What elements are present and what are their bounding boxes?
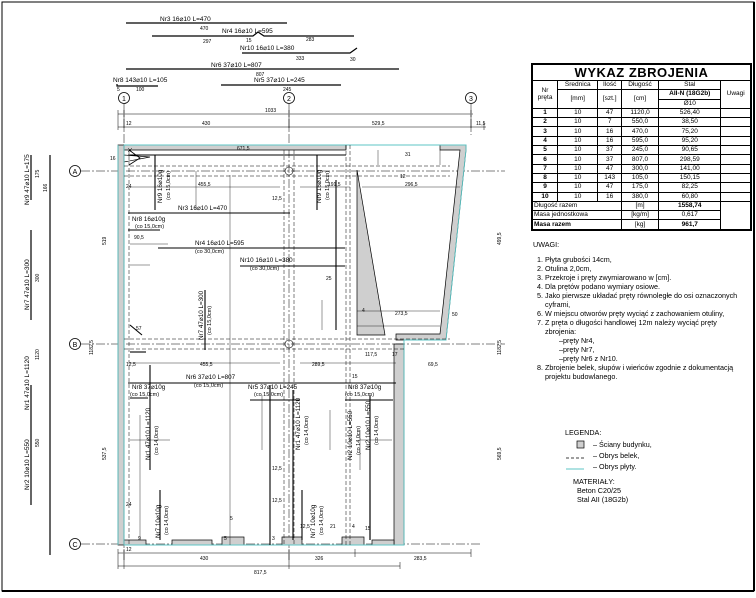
cell-remarks bbox=[721, 146, 751, 155]
svg-text:(co 15,0cm): (co 15,0cm) bbox=[130, 392, 160, 398]
table-row bbox=[533, 127, 751, 136]
svg-text:31: 31 bbox=[405, 152, 411, 158]
axis-row-c bbox=[70, 539, 81, 550]
cell-mass: 75,20 bbox=[659, 127, 721, 136]
svg-text:50: 50 bbox=[452, 312, 458, 318]
svg-text:(co 14,0cm): (co 14,0cm) bbox=[164, 505, 170, 535]
cell-length: 1120,0 bbox=[621, 108, 658, 117]
svg-text:807: 807 bbox=[256, 72, 265, 78]
cell-bar-nr: 9 bbox=[533, 183, 558, 192]
svg-text:191,5: 191,5 bbox=[328, 182, 341, 188]
svg-text:Nr5 37⌀10 L=245: Nr5 37⌀10 L=245 bbox=[248, 384, 298, 391]
svg-text:11,5: 11,5 bbox=[476, 121, 486, 127]
svg-text:(co 30,0cm): (co 30,0cm) bbox=[250, 266, 280, 272]
cell-diameter: 10 bbox=[558, 146, 598, 155]
table-row bbox=[533, 183, 751, 192]
svg-text:15: 15 bbox=[352, 374, 358, 380]
svg-text:333: 333 bbox=[296, 56, 305, 62]
svg-text:455,5: 455,5 bbox=[200, 362, 213, 368]
svg-text:12: 12 bbox=[126, 121, 132, 127]
material-concrete: Beton C20/25 bbox=[577, 486, 621, 495]
cell-quantity: 16 bbox=[598, 127, 622, 136]
cell-length: 300,0 bbox=[621, 164, 658, 173]
axis-row-a bbox=[70, 166, 81, 177]
svg-text:Nr3 16⌀10 L=470: Nr3 16⌀10 L=470 bbox=[178, 205, 228, 212]
svg-text:Nr7 10⌀10g: Nr7 10⌀10g bbox=[155, 504, 162, 538]
cell-length: 470,0 bbox=[621, 127, 658, 136]
table-row bbox=[533, 155, 751, 164]
reinforcement-bars bbox=[128, 150, 396, 545]
note-item: 1. Płyta grubości 14cm, bbox=[545, 255, 748, 264]
svg-text:Nr8 37⌀10g: Nr8 37⌀10g bbox=[132, 384, 166, 391]
plan-bar-labels bbox=[130, 169, 382, 538]
svg-text:21: 21 bbox=[330, 524, 336, 530]
note-sub-item: –pręty Nr7, bbox=[559, 345, 595, 354]
svg-text:817,5: 817,5 bbox=[254, 570, 267, 576]
svg-text:Nr7 47⌀10 L=300: Nr7 47⌀10 L=300 bbox=[198, 290, 205, 340]
walls bbox=[118, 145, 466, 545]
svg-text:273,5: 273,5 bbox=[395, 311, 408, 317]
svg-text:12,5: 12,5 bbox=[272, 466, 282, 472]
svg-text:(co 15,0cm): (co 15,0cm) bbox=[345, 392, 375, 398]
svg-text:1: 1 bbox=[122, 96, 126, 103]
svg-text:283: 283 bbox=[306, 37, 315, 43]
cell-mass: 60,80 bbox=[659, 192, 721, 201]
left-bar-schedule bbox=[24, 154, 50, 555]
svg-text:B: B bbox=[72, 342, 78, 349]
cell-mass: 298,59 bbox=[659, 155, 721, 164]
svg-text:Nr1 47⌀10 L=1120: Nr1 47⌀10 L=1120 bbox=[145, 407, 152, 460]
svg-text:(co 14,0cm): (co 14,0cm) bbox=[154, 425, 160, 455]
svg-text:69,5: 69,5 bbox=[428, 362, 438, 368]
cell-quantity: 47 bbox=[598, 183, 622, 192]
cell-bar-nr: 5 bbox=[533, 146, 558, 155]
svg-text:Nr4 16⌀10 L=595: Nr4 16⌀10 L=595 bbox=[195, 240, 245, 247]
note-sub-item: –pręty Nr4, bbox=[559, 336, 595, 345]
table-row bbox=[533, 164, 751, 173]
svg-text:1182,5: 1182,5 bbox=[89, 340, 95, 355]
table-row bbox=[533, 192, 751, 201]
cell-diameter: 10 bbox=[558, 173, 598, 182]
cell-quantity: 47 bbox=[598, 164, 622, 173]
legend-walls: – Ściany budynku, bbox=[593, 440, 652, 449]
svg-text:90,5: 90,5 bbox=[134, 235, 144, 241]
cell-length: 245,0 bbox=[621, 146, 658, 155]
svg-text:100: 100 bbox=[136, 87, 145, 93]
bar-nr10-label: Nr10 16⌀10 L=380 bbox=[240, 45, 295, 52]
notes-list bbox=[533, 255, 748, 381]
cell-bar-nr: 8 bbox=[533, 173, 558, 182]
svg-text:(co 15,0cm): (co 15,0cm) bbox=[166, 170, 172, 200]
total-mass: 961,7 bbox=[659, 220, 721, 229]
note-item: 7. Z pręta o długości handlowej 12m należy wyciąć pręty zbrojenia: –pręty Nr4, –pręty Nr7, –pręty Nr6 z Nr10. bbox=[545, 318, 748, 363]
svg-text:(co 15,0cm): (co 15,0cm) bbox=[207, 305, 213, 335]
notes bbox=[533, 240, 748, 381]
axis-row-b bbox=[70, 339, 81, 350]
cell-diameter: 10 bbox=[558, 164, 598, 173]
svg-text:Nr8 16⌀10g: Nr8 16⌀10g bbox=[132, 216, 166, 223]
svg-text:(co 15,0cm): (co 15,0cm) bbox=[194, 383, 224, 389]
cell-bar-nr: 1 bbox=[533, 108, 558, 117]
svg-text:(co 15,0cm): (co 15,0cm) bbox=[325, 170, 331, 200]
cell-bar-nr: 4 bbox=[533, 136, 558, 145]
reinforcement-schedule-table: WYKAZ ZBROJENIA Nr pręta Średnica Ilość Długość Stal Uwagi [mm] [szt.] [cm] AII-N (18G2b) Ø10 1 10 47 1120,0 526,40 2 10 7 550,0 38,50 3 10 16 470,0 75,20 4 10 16 595,0 95,20 5 10 37 245,0 90,65 6 10 37 807,0 298,59 7 10 47 300,0 141,00 8 10 143 105,0 150,15 9 10 47 175,0 82,25 10 10 16 380,0 60,80 Długość razem [m] 1558,74 Masa jednostkowa [kg/m] 0,617 Masa razem [kg] 961,7 bbox=[531, 63, 752, 231]
svg-text:5: 5 bbox=[117, 87, 120, 93]
note-item: 5. Jako pierwsze układać pręty równoległe do osi oznaczonych cyframi, bbox=[545, 291, 748, 309]
svg-text:9: 9 bbox=[138, 536, 141, 542]
cell-quantity: 37 bbox=[598, 155, 622, 164]
svg-text:4: 4 bbox=[352, 524, 355, 530]
svg-text:12,5: 12,5 bbox=[272, 196, 282, 202]
cell-mass: 90,65 bbox=[659, 146, 721, 155]
svg-text:1182,5: 1182,5 bbox=[497, 340, 503, 355]
cell-remarks bbox=[721, 127, 751, 136]
svg-text:12,5: 12,5 bbox=[300, 524, 310, 530]
bar-nr8-label: Nr8 143⌀10 L=105 bbox=[113, 77, 168, 84]
cell-quantity: 37 bbox=[598, 146, 622, 155]
svg-text:(co 14,0cm): (co 14,0cm) bbox=[356, 425, 362, 455]
svg-text:5: 5 bbox=[230, 516, 233, 522]
svg-text:12: 12 bbox=[126, 547, 132, 553]
svg-text:537,5: 537,5 bbox=[102, 447, 108, 460]
cell-length: 105,0 bbox=[621, 173, 658, 182]
cell-remarks bbox=[721, 155, 751, 164]
svg-text:Nr9 16⌀10g: Nr9 16⌀10g bbox=[316, 169, 323, 203]
svg-text:283,5: 283,5 bbox=[414, 556, 427, 562]
notes-heading: UWAGI: bbox=[533, 240, 560, 249]
axis-col-2 bbox=[284, 93, 295, 104]
header-quantity: Ilość bbox=[598, 81, 622, 90]
svg-text:245: 245 bbox=[283, 87, 292, 93]
svg-text:15: 15 bbox=[365, 526, 371, 532]
legend-heading: LEGENDA: bbox=[565, 428, 602, 437]
cell-length: 550,0 bbox=[621, 118, 658, 127]
svg-text:12,5: 12,5 bbox=[272, 498, 282, 504]
cell-quantity: 16 bbox=[598, 192, 622, 201]
svg-text:(co 30,0cm): (co 30,0cm) bbox=[195, 249, 225, 255]
header-remarks: Uwagi bbox=[721, 81, 751, 109]
svg-text:455,5: 455,5 bbox=[198, 182, 211, 188]
svg-text:Nr10 16⌀10 L=380: Nr10 16⌀10 L=380 bbox=[240, 257, 293, 264]
bar-nr1-left-label: Nr1 47⌀10 L=1120 bbox=[24, 356, 31, 410]
svg-text:430: 430 bbox=[202, 121, 211, 127]
svg-text:430: 430 bbox=[200, 556, 209, 562]
table-row bbox=[533, 136, 751, 145]
svg-text:569,5: 569,5 bbox=[497, 447, 503, 460]
cell-remarks bbox=[721, 136, 751, 145]
axis-col-3 bbox=[466, 93, 477, 104]
svg-text:25: 25 bbox=[326, 276, 332, 282]
svg-text:166: 166 bbox=[43, 183, 49, 192]
svg-text:(co 14,0cm): (co 14,0cm) bbox=[319, 505, 325, 535]
cell-diameter: 10 bbox=[558, 118, 598, 127]
note-item: 4. Dla prętów podano wymiary osiowe. bbox=[545, 282, 748, 291]
svg-text:470: 470 bbox=[200, 26, 209, 32]
grid-axes bbox=[70, 93, 506, 561]
svg-text:16: 16 bbox=[110, 156, 116, 162]
svg-text:519: 519 bbox=[102, 236, 108, 245]
table-title: WYKAZ ZBROJENIA bbox=[533, 65, 751, 81]
header-length: Długość bbox=[621, 81, 658, 90]
total-length: 1558,74 bbox=[659, 201, 721, 210]
svg-text:C: C bbox=[72, 542, 78, 549]
cell-remarks bbox=[721, 173, 751, 182]
cell-length: 380,0 bbox=[621, 192, 658, 201]
legend bbox=[565, 428, 735, 504]
svg-text:1033: 1033 bbox=[265, 108, 277, 114]
svg-text:289,5: 289,5 bbox=[312, 362, 325, 368]
table-row bbox=[533, 173, 751, 182]
axis-col-1 bbox=[119, 93, 130, 104]
svg-text:24: 24 bbox=[126, 184, 132, 190]
cell-diameter: 10 bbox=[558, 155, 598, 164]
svg-text:1120: 1120 bbox=[35, 349, 41, 360]
cell-remarks bbox=[721, 192, 751, 201]
header-bar-nr: Nr pręta bbox=[533, 81, 558, 109]
svg-text:529,5: 529,5 bbox=[372, 121, 385, 127]
svg-text:499,5: 499,5 bbox=[497, 232, 503, 245]
cell-length: 175,0 bbox=[621, 183, 658, 192]
top-bar-schedule bbox=[113, 16, 399, 93]
svg-text:Nr2 10⌀10 L=550: Nr2 10⌀10 L=550 bbox=[365, 400, 372, 450]
cell-bar-nr: 3 bbox=[533, 127, 558, 136]
cell-diameter: 10 bbox=[558, 127, 598, 136]
svg-text:A: A bbox=[72, 169, 78, 176]
svg-text:15: 15 bbox=[246, 38, 252, 44]
svg-text:12,5: 12,5 bbox=[126, 362, 136, 368]
cell-bar-nr: 2 bbox=[533, 118, 558, 127]
svg-text:175: 175 bbox=[35, 169, 41, 178]
cell-diameter: 10 bbox=[558, 136, 598, 145]
slab-outline bbox=[118, 145, 466, 545]
header-steel: Stal bbox=[659, 81, 721, 90]
cell-mass: 82,25 bbox=[659, 183, 721, 192]
cell-quantity: 7 bbox=[598, 118, 622, 127]
svg-text:Nr2 10⌀10 L=550: Nr2 10⌀10 L=550 bbox=[347, 410, 354, 460]
cell-mass: 38,50 bbox=[659, 118, 721, 127]
svg-text:17: 17 bbox=[392, 352, 398, 358]
svg-text:550: 550 bbox=[35, 438, 41, 447]
svg-text:(co 15,0cm): (co 15,0cm) bbox=[254, 392, 284, 398]
legend-slab: – Obrys płyty. bbox=[593, 462, 637, 471]
cell-mass: 95,20 bbox=[659, 136, 721, 145]
svg-text:297: 297 bbox=[203, 39, 212, 45]
svg-text:12: 12 bbox=[400, 174, 406, 180]
table-row bbox=[533, 118, 751, 127]
cell-bar-nr: 10 bbox=[533, 192, 558, 201]
svg-text:Nr8 37⌀10g: Nr8 37⌀10g bbox=[348, 384, 382, 391]
cell-bar-nr: 6 bbox=[533, 155, 558, 164]
materials-heading: MATERIAŁY: bbox=[573, 477, 615, 486]
svg-text:4: 4 bbox=[362, 308, 365, 314]
svg-text:24: 24 bbox=[126, 502, 132, 508]
material-steel: Stal AII (18G2b) bbox=[577, 495, 629, 504]
cell-quantity: 47 bbox=[598, 108, 622, 117]
table-row bbox=[533, 108, 751, 117]
svg-text:(co 14,0cm): (co 14,0cm) bbox=[374, 415, 380, 445]
svg-text:30: 30 bbox=[350, 57, 356, 63]
svg-text:Nr1 47⌀10 L=1120: Nr1 47⌀10 L=1120 bbox=[295, 397, 302, 450]
bar-nr9-left-label: Nr9 47⌀10 L=175 bbox=[24, 154, 31, 205]
cell-remarks bbox=[721, 164, 751, 173]
note-item: 6. W miejscu otworów pręty wyciąć z zachowaniem otuliny, bbox=[545, 309, 748, 318]
cell-bar-nr: 7 bbox=[533, 164, 558, 173]
cell-diameter: 10 bbox=[558, 108, 598, 117]
cell-quantity: 16 bbox=[598, 136, 622, 145]
bar-nr6-label: Nr6 37⌀10 L=807 bbox=[211, 62, 262, 69]
svg-text:57: 57 bbox=[136, 326, 142, 332]
cell-mass: 526,40 bbox=[659, 108, 721, 117]
legend-beams: – Obrys belek, bbox=[593, 451, 640, 460]
note-item: 2. Otulina 2,0cm, bbox=[545, 264, 748, 273]
cell-remarks bbox=[721, 108, 751, 117]
svg-text:2: 2 bbox=[287, 96, 291, 103]
bar-nr5-label: Nr5 37⌀10 L=245 bbox=[254, 77, 305, 84]
cell-quantity: 143 bbox=[598, 173, 622, 182]
cell-diameter: 10 bbox=[558, 192, 598, 201]
svg-text:326: 326 bbox=[315, 556, 324, 562]
cell-length: 595,0 bbox=[621, 136, 658, 145]
cell-diameter: 10 bbox=[558, 183, 598, 192]
table-row bbox=[533, 146, 751, 155]
bar-nr3-label: Nr3 16⌀10 L=470 bbox=[160, 16, 211, 23]
cell-remarks bbox=[721, 118, 751, 127]
svg-text:Nr6 37⌀10 L=807: Nr6 37⌀10 L=807 bbox=[186, 374, 236, 381]
unit-mass: 0,617 bbox=[659, 211, 721, 220]
note-item: 3. Przekroje i pręty zwymiarowano w [cm]. bbox=[545, 273, 748, 282]
header-diameter: Średnica bbox=[558, 81, 598, 90]
svg-text:Nr9 16⌀10g: Nr9 16⌀10g bbox=[157, 169, 164, 203]
svg-text:(co 14,0cm): (co 14,0cm) bbox=[304, 415, 310, 445]
bar-nr2-left-label: Nr2 10⌀10 L=550 bbox=[24, 439, 31, 490]
cell-mass: 150,15 bbox=[659, 173, 721, 182]
bar-nr4-label: Nr4 16⌀10 L=595 bbox=[222, 28, 273, 35]
svg-text:(co 15,0cm): (co 15,0cm) bbox=[135, 224, 165, 230]
cell-length: 807,0 bbox=[621, 155, 658, 164]
svg-text:5: 5 bbox=[224, 536, 227, 542]
svg-text:3: 3 bbox=[272, 536, 275, 542]
note-item: 8. Zbrojenie belek, słupów i wieńców zgodnie z dokumentacją projektu budowlanego. bbox=[545, 363, 748, 381]
svg-text:671,5: 671,5 bbox=[237, 146, 250, 152]
svg-text:300: 300 bbox=[35, 273, 41, 282]
svg-text:Nr7 10⌀10g: Nr7 10⌀10g bbox=[310, 504, 317, 538]
cell-remarks bbox=[721, 183, 751, 192]
cell-mass: 141,00 bbox=[659, 164, 721, 173]
svg-text:296,5: 296,5 bbox=[405, 182, 418, 188]
bar-nr7-left-label: Nr7 47⌀10 L=300 bbox=[24, 259, 31, 310]
svg-text:3: 3 bbox=[469, 96, 473, 103]
svg-text:117,5: 117,5 bbox=[365, 352, 378, 358]
note-sub-item: –pręty Nr6 z Nr10. bbox=[559, 354, 618, 363]
